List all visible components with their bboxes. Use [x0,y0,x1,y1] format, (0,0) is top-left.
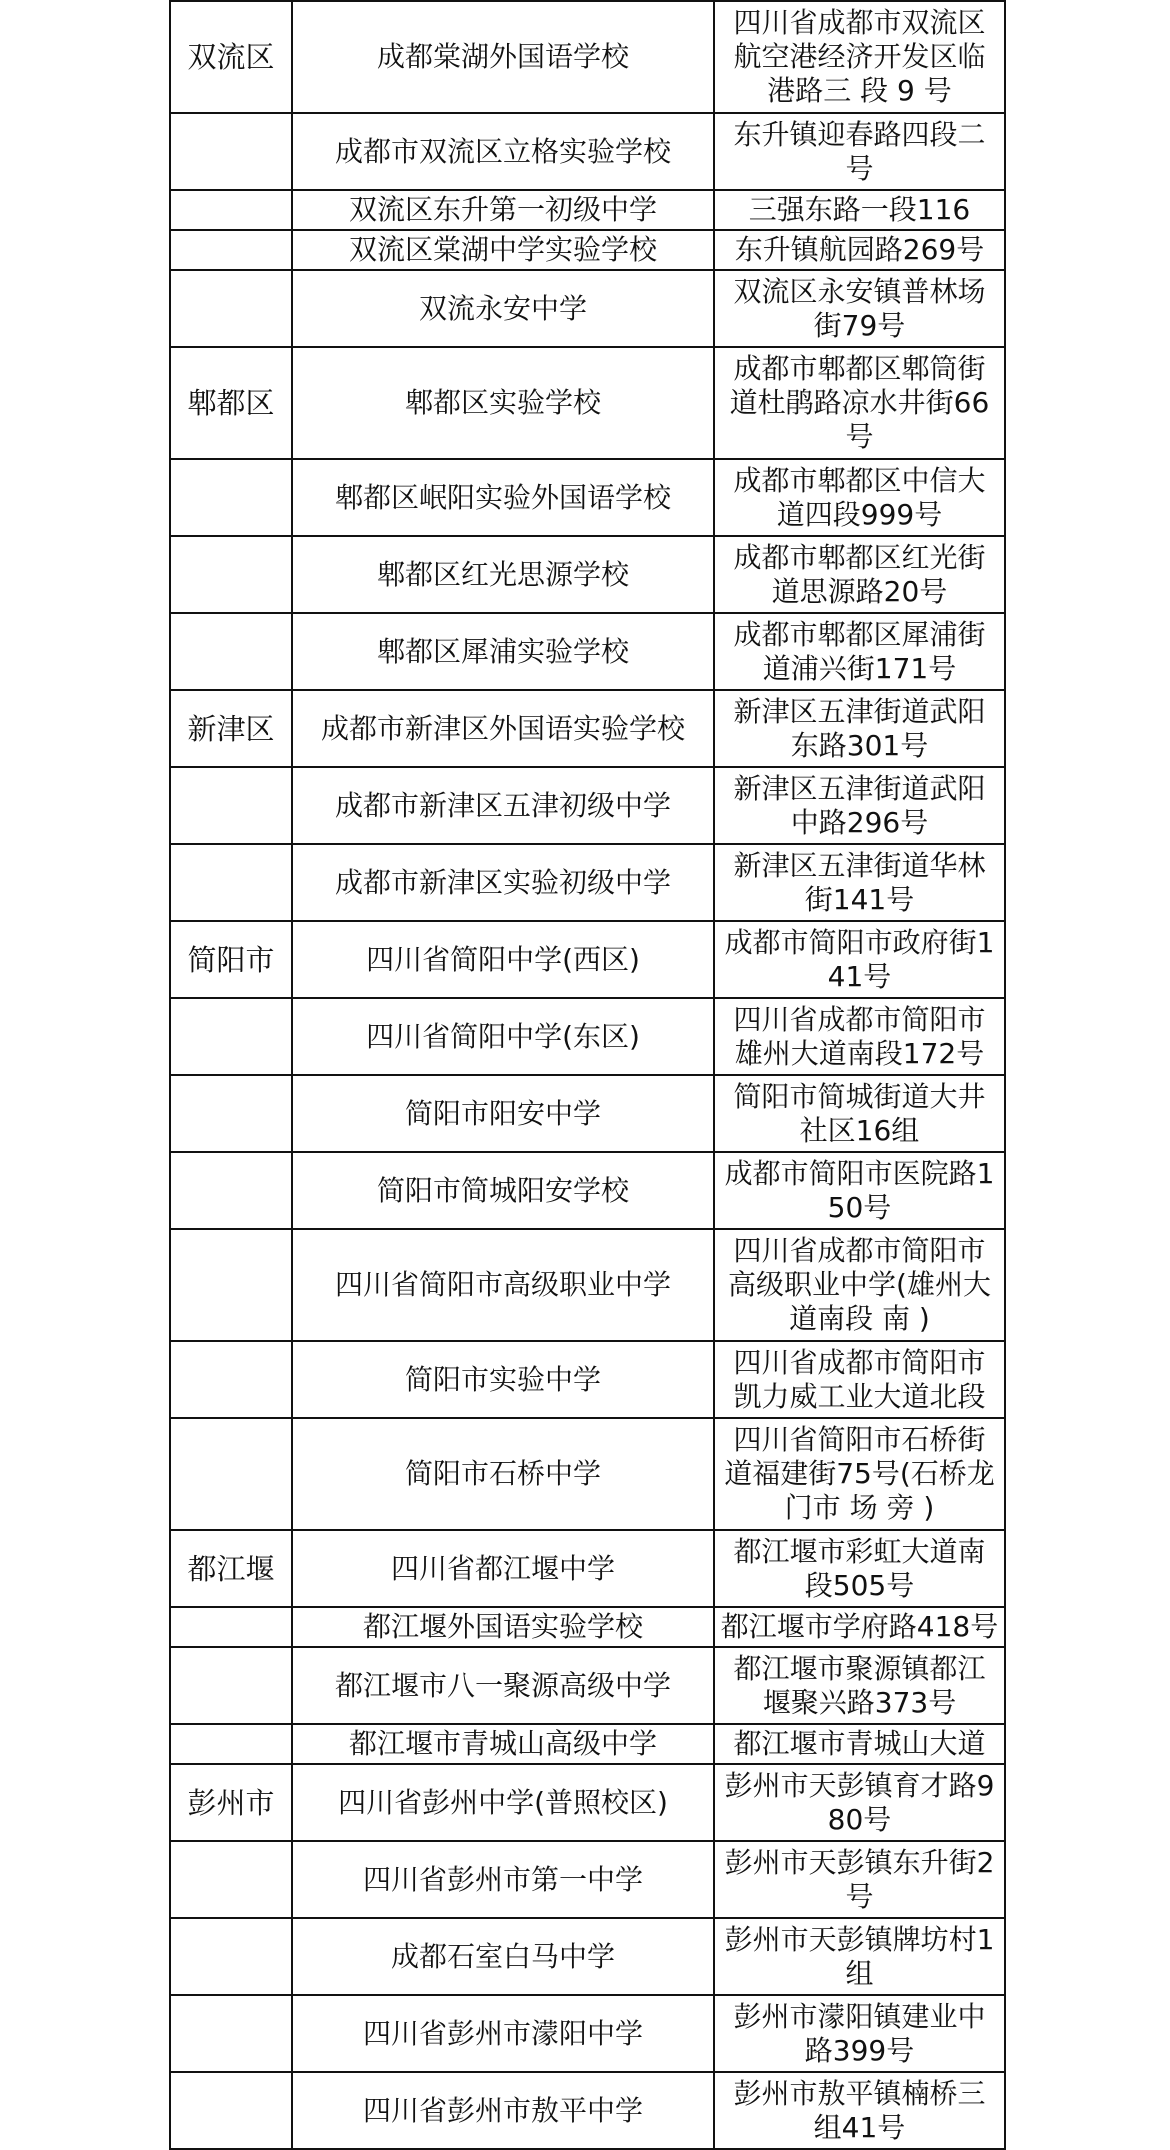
address-cell: 四川省成都市双流区航空港经济开发区临港路三 段 9 号 [714,1,1005,113]
address-cell: 成都市郫都区郫筒街道杜鹃路凉水井街66号 [714,347,1005,459]
address-cell: 彭州市天彭镇牌坊村1组 [714,1918,1005,1995]
district-cell [170,1341,292,1418]
school-name-cell: 成都市新津区五津初级中学 [292,767,714,844]
school-name-cell: 四川省简阳中学(东区) [292,998,714,1075]
school-name-cell: 四川省简阳中学(西区) [292,921,714,998]
address-cell: 彭州市敖平镇楠桥三组41号 [714,2072,1005,2149]
school-name-cell: 成都石室白马中学 [292,1918,714,1995]
table-row [170,1995,1005,2072]
district-cell [170,1229,292,1341]
school-name-cell: 四川省彭州中学(普照校区) [292,1764,714,1841]
district-cell: 彭州市 [170,1764,292,1841]
district-cell [170,270,292,347]
address-cell: 三强东路一段116 [714,190,1005,230]
district-cell [170,613,292,690]
district-cell [170,1918,292,1995]
table-row [170,1075,1005,1152]
table-row [170,613,1005,690]
table-row [170,1,1005,113]
district-cell: 简阳市 [170,921,292,998]
address-cell: 成都市郫都区中信大道四段999号 [714,459,1005,536]
table-row [170,1152,1005,1229]
school-name-cell: 成都棠湖外国语学校 [292,1,714,113]
school-name-cell: 都江堰外国语实验学校 [292,1607,714,1647]
district-cell [170,190,292,230]
address-cell: 东升镇航园路269号 [714,230,1005,270]
table-row [170,2072,1005,2149]
school-name-cell: 郫都区实验学校 [292,347,714,459]
district-cell [170,1647,292,1724]
table-row [170,347,1005,459]
district-cell [170,113,292,190]
district-cell [170,998,292,1075]
address-cell: 彭州市濛阳镇建业中路399号 [714,1995,1005,2072]
address-cell: 成都市简阳市医院路150号 [714,1152,1005,1229]
school-name-cell: 郫都区犀浦实验学校 [292,613,714,690]
school-name-cell: 四川省彭州市濛阳中学 [292,1995,714,2072]
table-row [170,536,1005,613]
table-row [170,998,1005,1075]
address-cell: 新津区五津街道武阳东路301号 [714,690,1005,767]
district-cell [170,536,292,613]
district-cell [170,2072,292,2149]
table-row [170,844,1005,921]
school-name-cell: 四川省都江堰中学 [292,1530,714,1607]
table-row [170,459,1005,536]
school-name-cell: 四川省彭州市第一中学 [292,1841,714,1918]
district-cell [170,459,292,536]
address-cell: 新津区五津街道华林街141号 [714,844,1005,921]
school-name-cell: 四川省简阳市高级职业中学 [292,1229,714,1341]
address-cell: 四川省成都市简阳市凯力威工业大道北段 [714,1341,1005,1418]
address-cell: 彭州市天彭镇东升街2号 [714,1841,1005,1918]
table-row [170,1341,1005,1418]
table-row [170,230,1005,270]
school-name-cell: 简阳市实验中学 [292,1341,714,1418]
school-name-cell: 郫都区岷阳实验外国语学校 [292,459,714,536]
table-row [170,190,1005,230]
school-name-cell: 双流区棠湖中学实验学校 [292,230,714,270]
table-row [170,767,1005,844]
address-cell: 简阳市简城街道大井社区16组 [714,1075,1005,1152]
address-cell: 四川省简阳市石桥街道福建街75号(石桥龙门市 场 旁 ) [714,1418,1005,1530]
school-name-cell: 双流永安中学 [292,270,714,347]
district-cell [170,1152,292,1229]
address-cell: 成都市郫都区红光街道思源路20号 [714,536,1005,613]
table-row [170,1229,1005,1341]
school-name-cell: 都江堰市青城山高级中学 [292,1724,714,1764]
district-cell [170,1841,292,1918]
table-row [170,1607,1005,1647]
district-cell [170,1724,292,1764]
address-cell: 新津区五津街道武阳中路296号 [714,767,1005,844]
address-cell: 四川省成都市简阳市雄州大道南段172号 [714,998,1005,1075]
address-cell: 都江堰市学府路418号 [714,1607,1005,1647]
district-cell: 新津区 [170,690,292,767]
address-cell: 都江堰市青城山大道 [714,1724,1005,1764]
school-name-cell: 简阳市阳安中学 [292,1075,714,1152]
address-cell: 都江堰市彩虹大道南段505号 [714,1530,1005,1607]
district-cell [170,844,292,921]
district-cell [170,1418,292,1530]
school-name-cell: 简阳市石桥中学 [292,1418,714,1530]
school-name-cell: 四川省彭州市敖平中学 [292,2072,714,2149]
address-cell: 双流区永安镇普林场街79号 [714,270,1005,347]
school-name-cell: 成都市双流区立格实验学校 [292,113,714,190]
table-row [170,1647,1005,1724]
district-cell [170,1995,292,2072]
table-row [170,1418,1005,1530]
school-name-cell: 都江堰市八一聚源高级中学 [292,1647,714,1724]
table-row [170,690,1005,767]
district-cell: 双流区 [170,1,292,113]
address-cell: 东升镇迎春路四段二号 [714,113,1005,190]
table-body [170,1,1005,2149]
table-row [170,1764,1005,1841]
address-cell: 彭州市天彭镇育才路980号 [714,1764,1005,1841]
school-name-cell: 简阳市简城阳安学校 [292,1152,714,1229]
table-row [170,113,1005,190]
district-cell [170,767,292,844]
school-table [169,0,1006,2150]
table-row [170,921,1005,998]
school-name-cell: 成都市新津区实验初级中学 [292,844,714,921]
address-cell: 成都市郫都区犀浦街道浦兴街171号 [714,613,1005,690]
district-cell: 都江堰 [170,1530,292,1607]
address-cell: 四川省成都市简阳市高级职业中学(雄州大道南段 南 ) [714,1229,1005,1341]
table-row [170,270,1005,347]
school-name-cell: 双流区东升第一初级中学 [292,190,714,230]
address-cell: 都江堰市聚源镇都江堰聚兴路373号 [714,1647,1005,1724]
district-cell: 郫都区 [170,347,292,459]
address-cell: 成都市简阳市政府街141号 [714,921,1005,998]
district-cell [170,1607,292,1647]
table-row [170,1918,1005,1995]
table-row [170,1530,1005,1607]
table-row [170,1724,1005,1764]
school-name-cell: 成都市新津区外国语实验学校 [292,690,714,767]
school-name-cell: 郫都区红光思源学校 [292,536,714,613]
district-cell [170,1075,292,1152]
table-row [170,1841,1005,1918]
district-cell [170,230,292,270]
